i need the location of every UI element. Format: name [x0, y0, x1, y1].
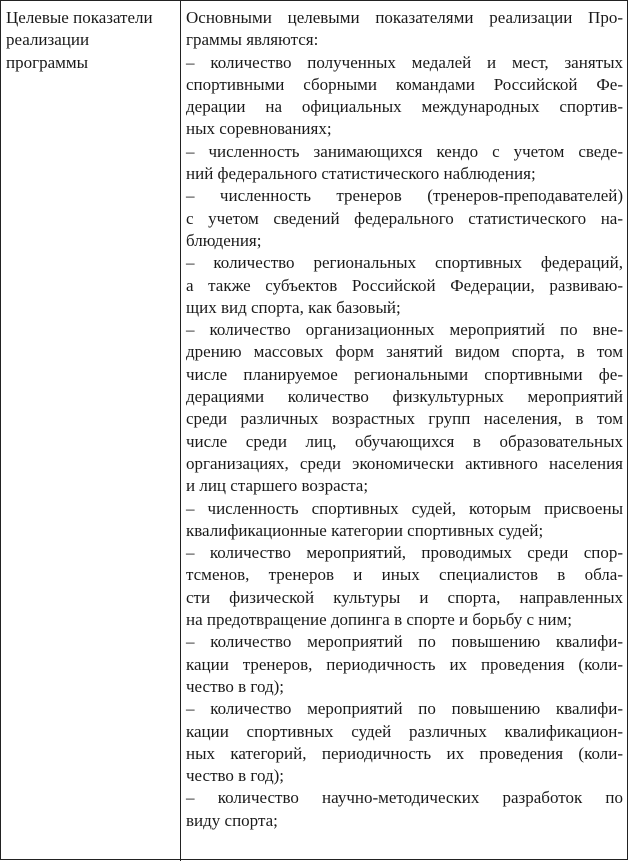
content-line: организациях, среди экономически активного населения: [186, 453, 623, 473]
content-line: с учетом сведений федерального статистического на-: [186, 208, 623, 228]
label-line: Целевые показатели: [6, 8, 153, 27]
content-line: дерации на официальных международных спортив-: [186, 97, 623, 117]
content-line: спортивными сборными командами Российской Фе-: [186, 74, 623, 94]
content-line: – количество мероприятий по повышению квалифи-: [186, 632, 623, 652]
content-line: – количество научно-методических разработок по: [186, 788, 623, 808]
content-line: числе среди лиц, обучающихся в образовательных: [186, 431, 623, 451]
content-cell: [186, 7, 623, 832]
content-line: граммы являются:: [186, 30, 319, 50]
content-line: – численность занимающихся кендо с учетом сведе-: [186, 141, 623, 161]
label-line: программы: [6, 52, 89, 72]
content-line: кации спортивных судей различных квалификацион-: [186, 721, 623, 741]
content-line: чество в год);: [186, 766, 285, 786]
content-line: – количество полученных медалей и мест, занятых: [186, 52, 623, 72]
content-line: а также субъектов Российской Федерации, развиваю-: [186, 275, 623, 295]
content-line: – количество организационных мероприятий по вне-: [186, 320, 623, 340]
content-line: ных категорий, периодичность их проведения (коли-: [186, 743, 623, 763]
content-line: среди различных возрастных групп населения, в том: [186, 409, 623, 429]
content-line: виду спорта;: [186, 810, 278, 830]
content-line: кации тренеров, периодичность их проведения (коли-: [186, 654, 623, 674]
content-line: Основными целевыми показателями реализации Про-: [186, 8, 623, 27]
content-line: тсменов, тренеров и иных специалистов в обла-: [186, 565, 623, 585]
content-line: – количество мероприятий по повышению квалифи-: [186, 699, 623, 719]
content-line: на предотвращение допинга в спорте и борьбу с ним;: [186, 610, 572, 630]
content-line: – численность спортивных судей, которым присвоены: [186, 498, 623, 518]
content-line: числе планируемое региональными спортивными фе-: [186, 364, 623, 384]
column-divider: [180, 1, 181, 861]
content-line: и лиц старшего возраста;: [186, 476, 369, 496]
content-line: дрению массовых форм занятий видом спорта, в том: [186, 342, 623, 362]
content-line: – количество региональных спортивных федераций,: [186, 253, 623, 273]
content-line: щих вид спорта, как базовый;: [186, 297, 401, 317]
content-line: ных соревнованиях;: [186, 119, 332, 139]
content-line: квалификационные категории спортивных судей;: [186, 520, 544, 540]
content-line: – количество мероприятий, проводимых среди спор-: [186, 543, 623, 563]
content-line: блюдения;: [186, 230, 262, 250]
content-line: ний федерального статистического наблюдения;: [186, 164, 536, 184]
label-cell: [6, 7, 176, 74]
content-line: чество в год);: [186, 676, 285, 696]
content-line: – численность тренеров (тренеров-преподавателей): [186, 186, 623, 206]
content-line: дерациями количество физкультурных мероприятий: [186, 387, 623, 407]
content-line: сти физической культуры и спорта, направленных: [186, 587, 623, 607]
label-line: реализации: [6, 30, 90, 50]
